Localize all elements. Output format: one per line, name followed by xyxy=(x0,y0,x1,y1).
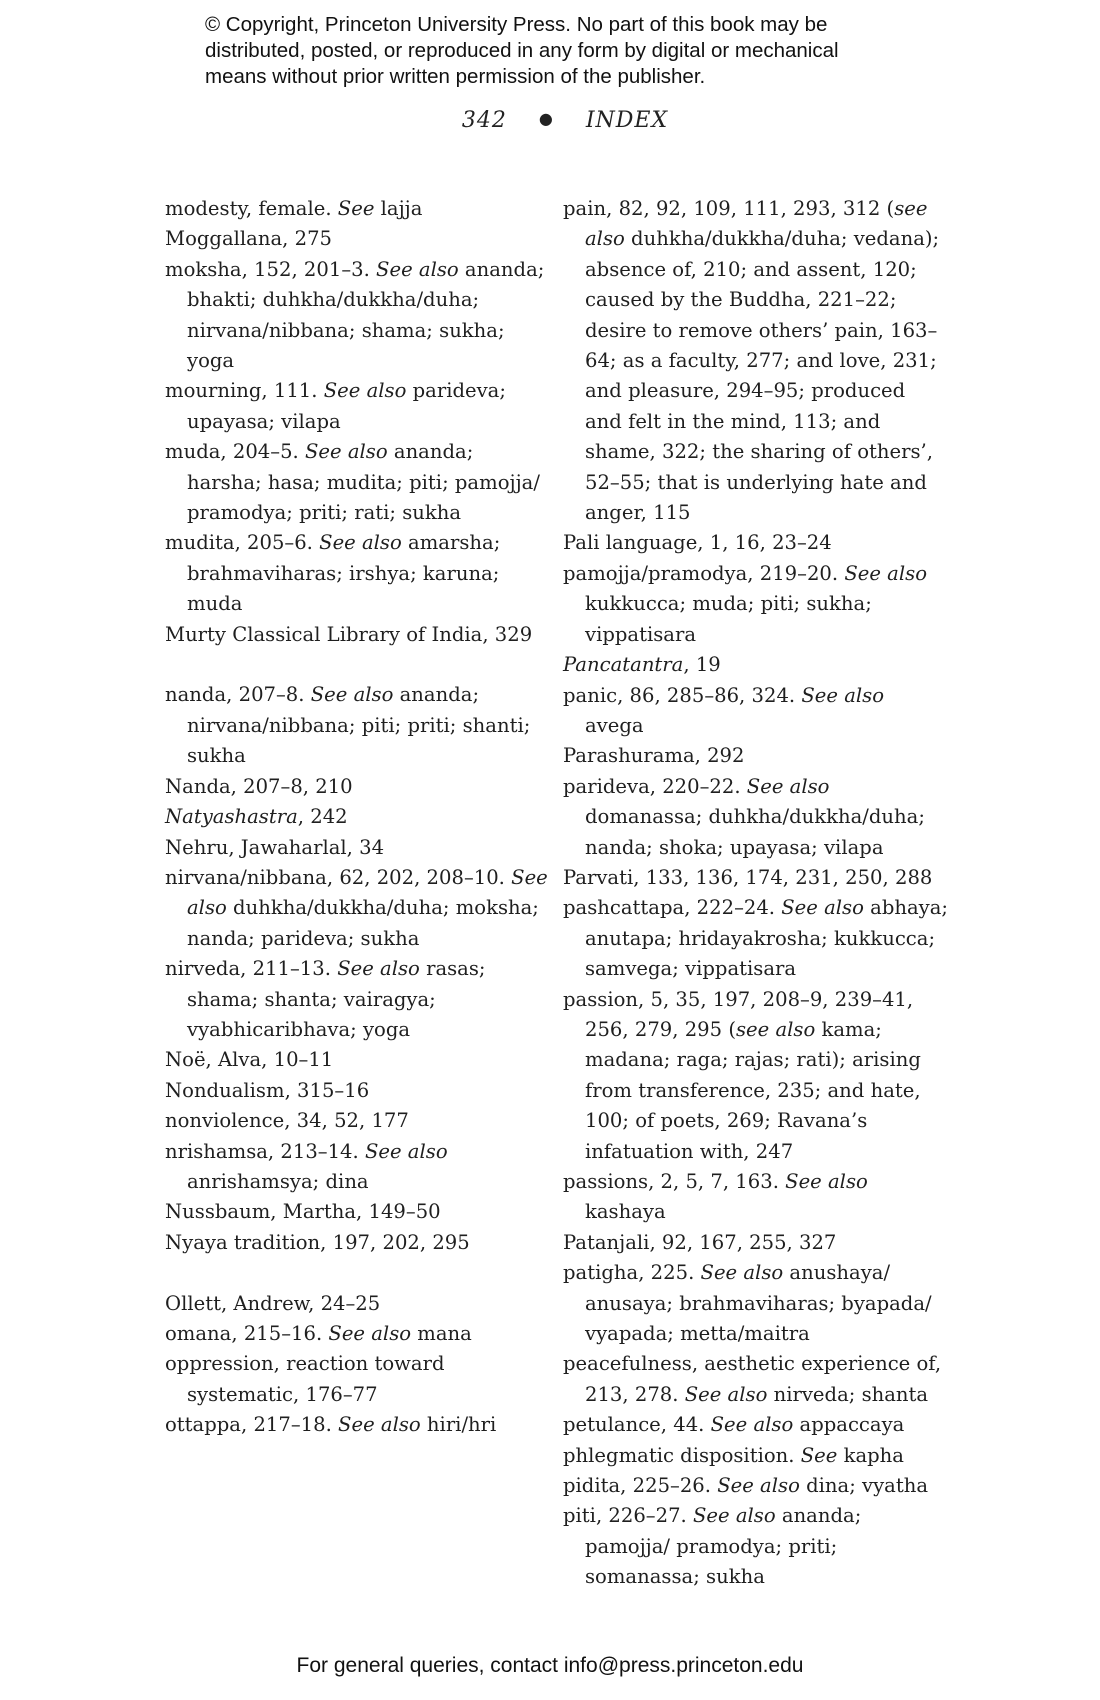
section-title: INDEX xyxy=(585,108,669,133)
letter-group-gap xyxy=(165,650,550,680)
index-entry: Pali language, 1, 16, 23–24 xyxy=(563,531,832,555)
index-entry: Parashurama, 292 xyxy=(563,744,745,768)
index-entry: mudita, 205–6. See also amarsha; brahmaviharas; irshya; karuna; muda xyxy=(165,531,501,616)
index-entry: ottappa, 217–18. See also hiri/hri xyxy=(165,1413,497,1437)
index-entry: Moggallana, 275 xyxy=(165,227,332,251)
index-entry: mourning, 111. See also parideva; upayasa; vilapa xyxy=(165,379,506,433)
index-entry: nonviolence, 34, 52, 177 xyxy=(165,1109,409,1133)
index-entry: panic, 86, 285–86, 324. See also avega xyxy=(563,683,885,737)
index-entry: nanda, 207–8. See also ananda; nirvana/nibbana; piti; priti; shanti; sukha xyxy=(165,683,531,768)
index-entry: piti, 226–27. See also ananda; pamojja/ pramodya; priti; somanassa; sukha xyxy=(563,1504,862,1589)
index-entry: pain, 82, 92, 109, 111, 293, 312 (see also duhkha/dukkha/duha; vedana); absence of, 210; and assent, 120; caused by the Buddha, 221–22; desire to remove others’ pain, 163–64; as a faculty, 277; and love, 231; and pleasure, 294–95; produced and felt in the mind, 113; and shame, 322; the sharing of others’, 52–55; that is underlying hate and anger, 115 xyxy=(563,197,940,525)
copyright-line-1: © Copyright, Princeton University Press. No part of this book may be xyxy=(205,13,828,36)
index-entry: Ollett, Andrew, 24–25 xyxy=(165,1291,381,1315)
index-entry: Murty Classical Library of India, 329 xyxy=(165,622,533,646)
bullet-separator: ● xyxy=(538,109,554,128)
index-entry: Nondualism, 315–16 xyxy=(165,1078,370,1102)
index-entry: moksha, 152, 201–3. See also ananda; bhakti; duhkha/dukkha/duha; nirvana/nibbana; shama; sukha; yoga xyxy=(165,257,545,373)
index-entry: Patanjali, 92, 167, 255, 327 xyxy=(563,1230,837,1254)
index-entry: pidita, 225–26. See also dina; vyatha xyxy=(563,1474,929,1498)
index-entry: patigha, 225. See also anushaya/ anusaya; brahmaviharas; byapada/ vyapada; metta/maitra xyxy=(563,1261,932,1346)
index-entry: pamojja/pramodya, 219–20. See also kukkucca; muda; piti; sukha; vippatisara xyxy=(563,561,927,646)
index-entry: Nussbaum, Martha, 149–50 xyxy=(165,1200,441,1224)
copyright-line-2: distributed, posted, or reproduced in any form by digital or mechanical xyxy=(205,39,839,62)
index-entry: passions, 2, 5, 7, 163. See also kashaya xyxy=(563,1170,868,1224)
index-entry: Nehru, Jawaharlal, 34 xyxy=(165,835,385,859)
footer-contact: For general queries, contact info@press.princeton.edu xyxy=(296,1654,804,1677)
copyright-line-3: means without prior written permission of the publisher. xyxy=(205,65,706,88)
copyright-notice xyxy=(205,12,925,90)
index-entry: Parvati, 133, 136, 174, 231, 250, 288 xyxy=(563,865,933,889)
index-entry: peacefulness, aesthetic experience of, 213, 278. See also nirveda; shanta xyxy=(563,1352,942,1406)
index-entry: passion, 5, 35, 197, 208–9, 239–41, 256, 279, 295 (see also kama; madana; raga; rajas; rati); arising from transference, 235; and hate, 100; of poets, 269; Ravana’s infatuation with, 247 xyxy=(563,987,921,1163)
index-entry: pashcattapa, 222–24. See also abhaya; anutapa; hridayakrosha; kukkucca; samvega; vippatisara xyxy=(563,896,949,981)
index-entry: phlegmatic disposition. See kapha xyxy=(563,1443,904,1467)
index-entry: Nanda, 207–8, 210 xyxy=(165,774,353,798)
index-column-left xyxy=(165,194,550,1441)
index-entry: nirveda, 211–13. See also rasas; shama; shanta; vairagya; vyabhicaribhava; yoga xyxy=(165,957,486,1041)
index-entry: nirvana/nibbana, 62, 202, 208–10. See also duhkha/dukkha/duha; moksha; nanda; parideva; sukha xyxy=(165,865,548,950)
index-entry: parideva, 220–22. See also domanassa; duhkha/dukkha/duha; nanda; shoka; upayasa; vilapa xyxy=(563,774,925,859)
index-entry: Natyashastra, 242 xyxy=(165,805,348,829)
index-entry: oppression, reaction toward systematic, 176–77 xyxy=(165,1352,445,1406)
index-entry: nrishamsa, 213–14. See also anrishamsya; dina xyxy=(165,1139,448,1193)
running-head xyxy=(0,108,1100,133)
index-entry: Pancatantra, 19 xyxy=(563,653,721,677)
index-entry: muda, 204–5. See also ananda; harsha; hasa; mudita; piti; pamojja/ pramodya; priti; rati; sukha xyxy=(165,440,540,525)
index-entry: omana, 215–16. See also mana xyxy=(165,1322,472,1345)
index-entry: petulance, 44. See also appaccaya xyxy=(563,1413,905,1437)
letter-group-gap xyxy=(165,1258,550,1288)
index-column-right xyxy=(563,194,948,1593)
index-entry: modesty, female. See lajja xyxy=(165,197,423,220)
index-entry: Noë, Alva, 10–11 xyxy=(165,1048,334,1072)
index-entry: Nyaya tradition, 197, 202, 295 xyxy=(165,1230,470,1254)
page-number: 342 xyxy=(461,108,507,133)
